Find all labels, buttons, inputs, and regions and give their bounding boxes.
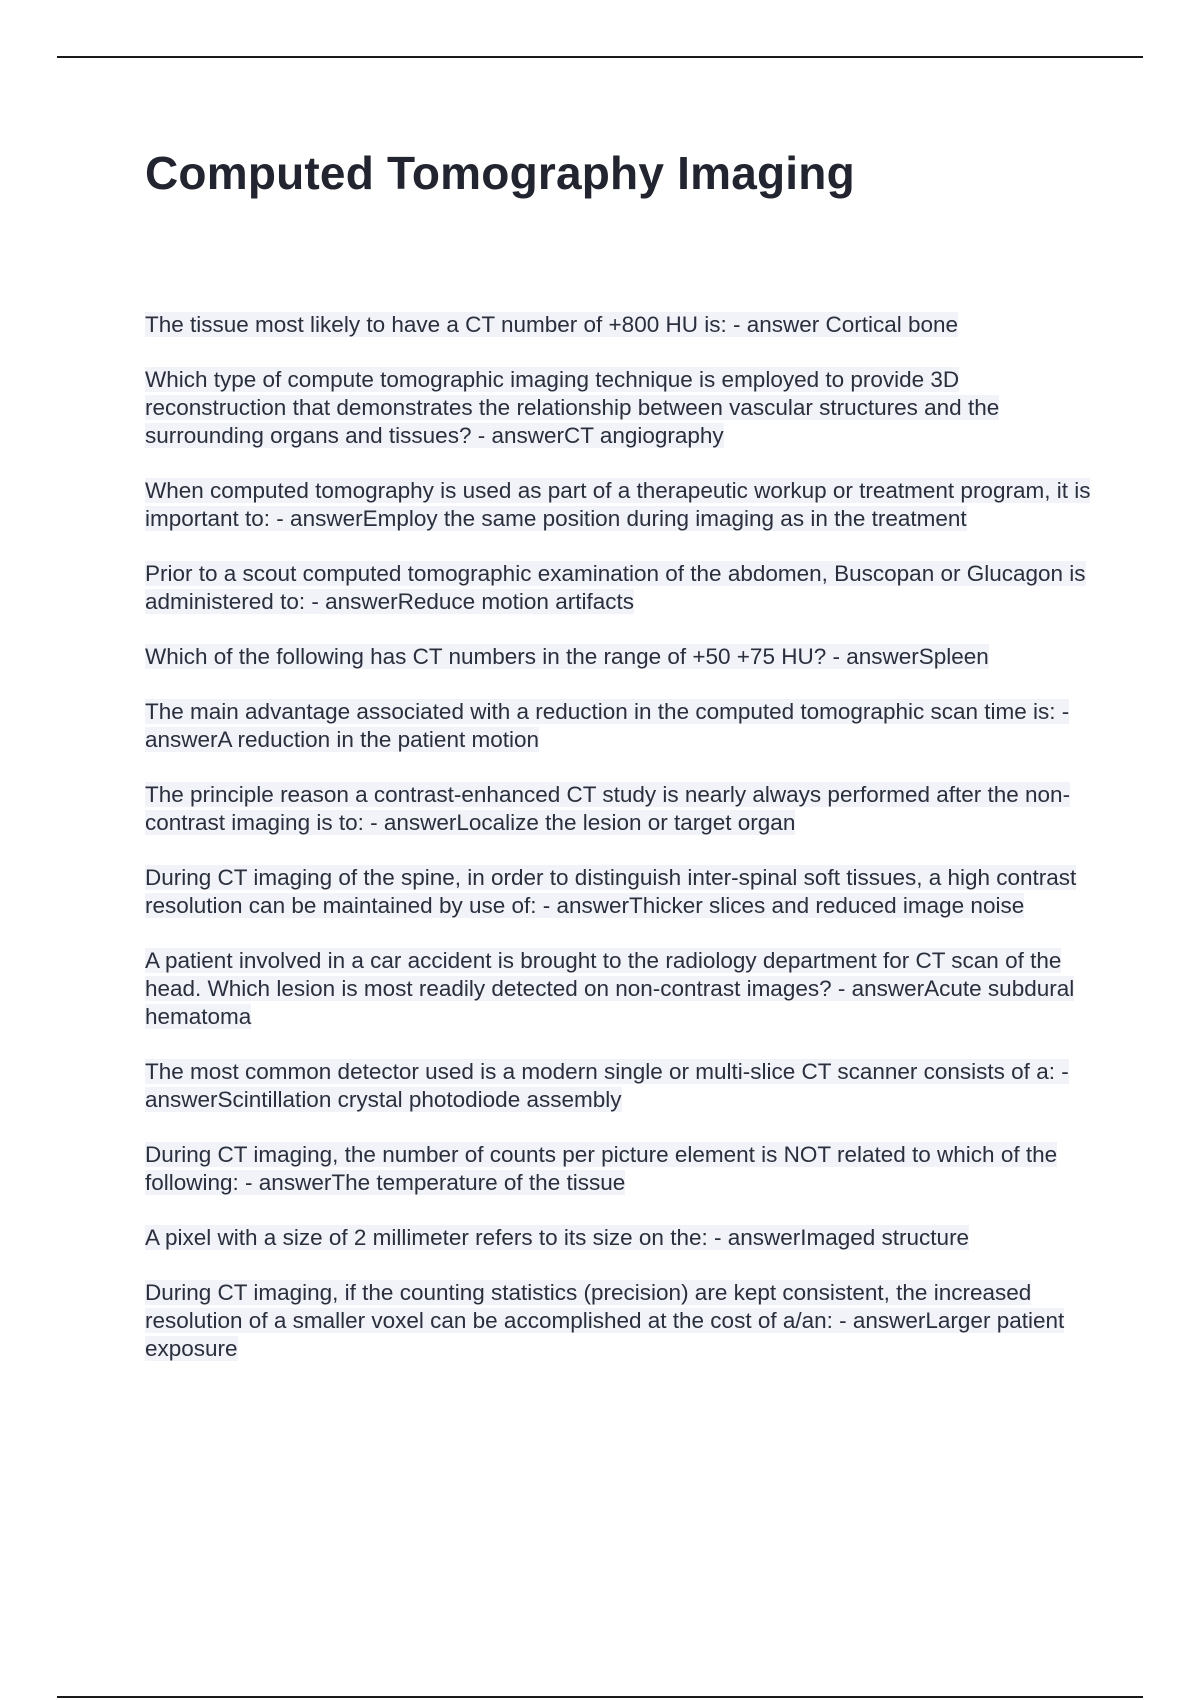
qa-item	[145, 1141, 1095, 1197]
qa-text: During CT imaging, if the counting statistics (precision) are kept consistent, the increased resolution of a smaller voxel can be accomplished at the cost of a/an: - answerLarger patient exposure	[145, 1280, 1065, 1361]
qa-text: The principle reason a contrast-enhanced CT study is nearly always performed after the non-contrast imaging is to: - answerLocalize the lesion or target organ	[145, 782, 1071, 835]
qa-item	[145, 864, 1095, 920]
qa-list	[145, 311, 1095, 1390]
qa-text: During CT imaging of the spine, in order to distinguish inter-spinal soft tissues, a high contrast resolution can be maintained by use of: - answerThicker slices and reduced image noise	[145, 865, 1077, 918]
top-rule	[57, 56, 1143, 58]
qa-text: A pixel with a size of 2 millimeter refers to its size on the: - answerImaged structure	[145, 1225, 970, 1250]
qa-item	[145, 366, 1095, 450]
qa-text: Which of the following has CT numbers in the range of +50 +75 HU? - answerSpleen	[145, 644, 989, 669]
qa-text: Which type of compute tomographic imaging technique is employed to provide 3D reconstruction that demonstrates the relationship between vascular structures and the surrounding organs and tissues? - answerCT angiography	[145, 367, 1000, 448]
qa-text: When computed tomography is used as part of a therapeutic workup or treatment program, it is important to: - answerEmploy the same position during imaging as in the treatment	[145, 478, 1091, 531]
qa-item	[145, 311, 1095, 339]
qa-item	[145, 781, 1095, 837]
qa-item	[145, 560, 1095, 616]
qa-item	[145, 698, 1095, 754]
qa-item	[145, 1058, 1095, 1114]
qa-text: During CT imaging, the number of counts per picture element is NOT related to which of the following: - answerThe temperature of the tissue	[145, 1142, 1058, 1195]
page-title: Computed Tomography Imaging	[145, 147, 855, 199]
qa-text: A patient involved in a car accident is brought to the radiology department for CT scan of the head. Which lesion is most readily detected on non-contrast images? - answerAcute subdural hematoma	[145, 948, 1075, 1029]
qa-item	[145, 477, 1095, 533]
qa-item	[145, 643, 1095, 671]
bottom-rule	[57, 1696, 1143, 1698]
qa-item	[145, 1279, 1095, 1363]
qa-text: The tissue most likely to have a CT number of +800 HU is: - answer Cortical bone	[145, 312, 959, 337]
qa-item	[145, 947, 1095, 1031]
qa-text: The main advantage associated with a reduction in the computed tomographic scan time is: - answerA reduction in the patient motion	[145, 699, 1070, 752]
qa-text: The most common detector used is a modern single or multi-slice CT scanner consists of a: - answerScintillation crystal photodiode assembly	[145, 1059, 1069, 1112]
qa-text: Prior to a scout computed tomographic examination of the abdomen, Buscopan or Glucagon is administered to: - answerReduce motion artifacts	[145, 561, 1086, 614]
qa-item	[145, 1224, 1095, 1252]
